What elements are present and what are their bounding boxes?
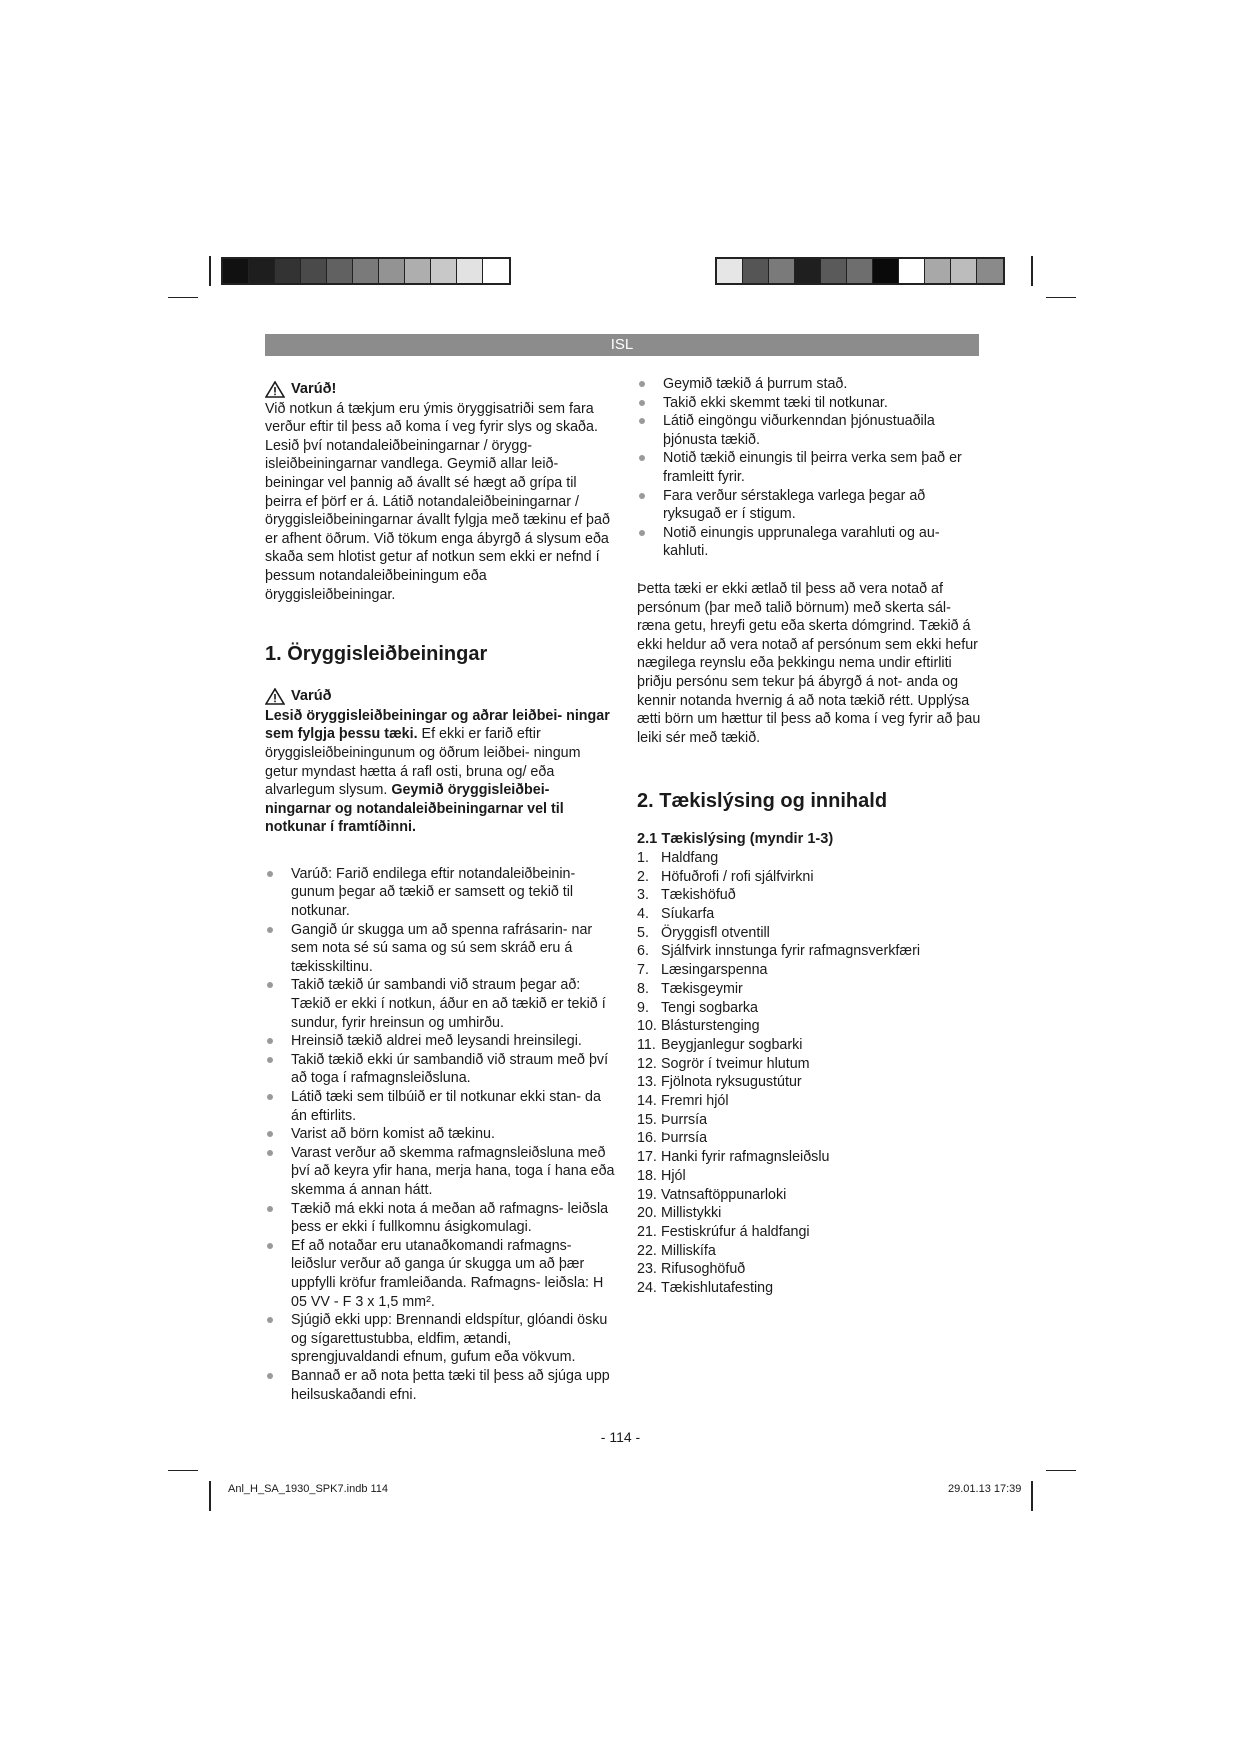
footer-timestamp: 29.01.13 17:39 [948, 1483, 1022, 1495]
section-2-subtitle: 2.1 Tækislýsing (myndir 1-3) [637, 831, 834, 848]
color-swatch [249, 259, 275, 283]
language-label: ISL [610, 336, 634, 353]
part-item [637, 1017, 982, 1036]
part-label: Milliskífa [661, 1242, 716, 1259]
color-calibration-strip-left [221, 257, 511, 285]
color-swatch [457, 259, 483, 283]
section-1-warning-title: Varúð [291, 688, 332, 705]
list-item: Tækið má ekki nota á meðan að rafmagns- leiðsla þess er ekki í fullkomnu ásigkomulagi. [265, 1200, 615, 1237]
part-label: Tækishöfuð [661, 887, 736, 904]
part-number: 12. [637, 1055, 657, 1072]
part-number: 7. [637, 962, 649, 979]
color-swatch [769, 259, 795, 283]
warning-triangle-icon [265, 688, 285, 705]
list-item: Látið tæki sem tilbúið er til notkunar ekki stan- da án eftirlits. [265, 1088, 615, 1125]
list-item: Bannað er að nota þetta tæki til þess að sjúga upp heilsuskaðandi efni. [265, 1367, 615, 1404]
part-item [637, 1167, 982, 1186]
color-swatch [301, 259, 327, 283]
part-item [637, 905, 982, 924]
part-label: Haldfang [661, 849, 719, 866]
part-label: Beygjanlegur sogbarki [661, 1036, 803, 1053]
color-swatch [951, 259, 977, 283]
part-number: 2. [637, 868, 649, 885]
part-label: Þurrsía [661, 1130, 708, 1147]
color-swatch [743, 259, 769, 283]
part-label: Tækishlutafesting [661, 1280, 774, 1297]
part-label: Hanki fyrir rafmagnsleiðslu [661, 1149, 830, 1166]
part-item [637, 980, 982, 999]
list-item: Varist að börn komist að tækinu. [265, 1125, 615, 1144]
part-number: 23. [637, 1261, 657, 1278]
part-item [637, 868, 982, 887]
part-label: Tengi sogbarka [661, 999, 758, 1016]
parts-list [637, 849, 982, 1298]
part-number: 11. [637, 1036, 656, 1053]
list-item: Hreinsið tækið aldrei með leysandi hreinsilegi. [265, 1032, 615, 1051]
part-number: 5. [637, 924, 649, 941]
section-1-warning-paragraph [265, 707, 615, 837]
part-item [637, 1055, 982, 1074]
crop-mark-top-left-vertical [209, 256, 211, 286]
part-label: Fremri hjól [661, 1093, 729, 1110]
color-swatch [379, 259, 405, 283]
part-label: Höfuðrofi / rofi sjálfvirkni [661, 868, 814, 885]
section-1-warning-heading [265, 687, 615, 706]
part-item [637, 1204, 982, 1223]
warning-bold-read: Lesið öryggisleiðbeiningar og aðrar leiðbei- ningar sem fylgja þessu tæki. [265, 707, 610, 743]
warning-triangle-icon [265, 381, 285, 398]
part-number: 13. [637, 1074, 657, 1091]
part-number: 4. [637, 905, 649, 922]
list-item: Gangið úr skugga um að spenna rafrásarin- nar sem nota sé sú sama og sú sem skráð eru á tækisskiltinu. [265, 921, 615, 977]
part-item [637, 849, 982, 868]
list-item: Ef að notaðar eru utanaðkomandi rafmagns- leiðslur verður að ganga úr skugga um að þær uppfylli kröfur framleiðanda. Rafmagns- leiðsla: H 05 VV - F 3 x 1,5 mm². [265, 1237, 615, 1311]
list-item: Látið eingöngu viðurkenndan þjónustuaðila þjónusta tækið. [637, 412, 982, 449]
warning-bold-keep: Geymið öryggisleiðbei- ningarnar og notandaleiðbeiningarnar vel til notkunar í framtíðinni. [265, 782, 564, 836]
part-item [637, 924, 982, 943]
crop-mark-top-right-vertical [1031, 256, 1033, 286]
list-item: Sjúgið ekki upp: Brennandi eldspítur, glóandi ösku og sígarettustubba, eldfim, ætandi, sprengjuvaldandi efnum, gufum eða vökvum. [265, 1311, 615, 1367]
part-item [637, 1111, 982, 1130]
part-number: 6. [637, 943, 649, 960]
part-number: 19. [637, 1186, 657, 1203]
part-label: Millistykki [661, 1205, 722, 1222]
part-number: 17. [637, 1149, 657, 1166]
part-number: 21. [637, 1223, 657, 1240]
part-item [637, 886, 982, 905]
list-item: Varúð: Farið endilega eftir notandaleiðbeinin- gunum þegar að tækið er samsett og tekið til notkunar. [265, 865, 615, 921]
part-number: 10. [637, 1018, 657, 1035]
part-number: 18. [637, 1167, 657, 1184]
part-item [637, 942, 982, 961]
crop-mark-bottom-right-horizontal [1046, 1470, 1076, 1471]
language-header-band [265, 334, 979, 356]
part-item [637, 1260, 982, 1279]
list-item: Takið tækið ekki úr sambandið við straum með því að toga í rafmagnsleiðsluna. [265, 1051, 615, 1088]
safety-bullet-list [265, 865, 615, 1404]
part-label: Blásturstenging [661, 1018, 760, 1035]
list-item: Notið tækið einungis til þeirra verka sem það er framleitt fyrir. [637, 449, 982, 486]
color-swatch [353, 259, 379, 283]
crop-mark-bottom-left-vertical [209, 1481, 211, 1511]
color-swatch [275, 259, 301, 283]
part-number: 24. [637, 1280, 657, 1297]
footer-file: Anl_H_SA_1930_SPK7.indb 114 [228, 1483, 389, 1495]
intro-warning-title: Varúð! [291, 381, 337, 397]
list-item: Takið tækið úr sambandi við straum þegar að: Tækið er ekki í notkun, áður en að tækið er tekið í sundur, fyrir hreinsun og umhirðu. [265, 976, 615, 1032]
part-item [637, 1148, 982, 1167]
part-number: 14. [637, 1093, 657, 1110]
crop-mark-top-left-horizontal [168, 297, 198, 298]
children-notice: Þetta tæki er ekki ætlað til þess að vera notað af persónum (þar með talið börnum) með skerta sál- ræna getu, hreyfi getu eða skerta dómgrind. Tækið á ekki heldur að vera notað af persónum sem ekki hefur nægilega reynslu eða þekkingu nema undir eftirliti þriðju persónu sem tekur þá ábyrgð á not- anda og kennir notanda hvernig á að nota tækið rétt. Upplýsa ætti börn um hættur til þess að koma í veg fyrir að þau leiki sér með tækið. [637, 580, 981, 746]
part-number: 15. [637, 1111, 657, 1128]
color-swatch [977, 259, 1003, 283]
color-swatch [405, 259, 431, 283]
color-calibration-strip-right [715, 257, 1005, 285]
color-swatch [223, 259, 249, 283]
part-label: Sjálfvirk innstunga fyrir rafmagnsverkfæri [661, 943, 921, 960]
part-item [637, 1223, 982, 1242]
color-swatch [717, 259, 743, 283]
part-number: 8. [637, 980, 649, 997]
color-swatch [925, 259, 951, 283]
warning-body: Ef ekki er farið eftir öryggisleiðbeiningunum og öðrum leiðbei- ningum getur myndast hætta á rafl osti, bruna og/ eða alvarlegum slysum. [265, 726, 581, 799]
part-label: Vatnsaftöppunarloki [661, 1186, 787, 1203]
part-number: 16. [637, 1130, 657, 1147]
part-item [637, 961, 982, 980]
part-number: 1. [637, 849, 649, 866]
part-item [637, 999, 982, 1018]
part-number: 3. [637, 887, 649, 904]
section-2-title: 2. Tækislýsing og innihald [637, 790, 888, 813]
list-item: Geymið tækið á þurrum stað. [637, 375, 982, 394]
part-item [637, 1186, 982, 1205]
part-label: Rifusoghöfuð [661, 1261, 746, 1278]
left-column [265, 380, 615, 1404]
part-item [637, 1092, 982, 1111]
color-swatch [847, 259, 873, 283]
color-swatch [795, 259, 821, 283]
section-1-title: 1. Öryggisleiðbeiningar [265, 643, 488, 666]
part-label: Festiskrúfur á haldfangi [661, 1223, 810, 1240]
part-number: 20. [637, 1205, 657, 1222]
part-label: Öryggisfl otventill [661, 924, 770, 941]
intro-warning-text: Við notkun á tækjum eru ýmis öryggisatriði sem fara verður eftir til þess að koma í veg fyrir slys og skaða. Lesið því notandaleiðbeiningarnar / örygg- isleiðbeiningarnar vandlega. Geymið allar leið- beiningar vel þannig að ávallt sé hægt að grípa til þeirra ef þörf er á. Látið notandaleiðbeiningarnar / öryggisleiðbeiningarnar ávallt fylgja með tækinu ef það er afhent öðrum. Við tökum enga ábyrgð á slysum eða skaða sem hlotist getur af notkun sem ekki er nefnd í þessum notandaleiðbeiningum eða öryggisleiðbeiningar. [265, 400, 610, 603]
part-label: Sogrör í tveimur hlutum [661, 1055, 810, 1072]
list-item: Fara verður sérstaklega varlega þegar að ryksugað er í stigum. [637, 487, 982, 524]
color-swatch [483, 259, 509, 283]
part-label: Læsingarspenna [661, 962, 768, 979]
part-item [637, 1279, 982, 1298]
color-swatch [899, 259, 925, 283]
part-number: 9. [637, 999, 649, 1016]
color-swatch [327, 259, 353, 283]
part-item [637, 1242, 982, 1261]
list-item: Notið einungis upprunalega varahluti og au- kahluti. [637, 524, 982, 561]
crop-mark-top-right-horizontal [1046, 297, 1076, 298]
list-item: Varast verður að skemma rafmagnsleiðsluna með því að keyra yfir hana, merja hana, toga í hana eða skemma á annan hátt. [265, 1144, 615, 1200]
part-item [637, 1129, 982, 1148]
part-number: 22. [637, 1242, 657, 1259]
part-label: Síukarfa [661, 905, 715, 922]
crop-mark-bottom-left-horizontal [168, 1470, 198, 1471]
color-swatch [873, 259, 899, 283]
part-label: Þurrsía [661, 1111, 708, 1128]
intro-warning-heading [265, 380, 615, 399]
crop-mark-bottom-right-vertical [1031, 1481, 1033, 1511]
color-swatch [821, 259, 847, 283]
part-label: Tækisgeymir [661, 980, 743, 997]
page-number: - 114 - [600, 1429, 641, 1445]
color-swatch [431, 259, 457, 283]
part-item [637, 1036, 982, 1055]
part-label: Hjól [661, 1167, 686, 1184]
safety-bullet-list-continued [637, 375, 982, 561]
right-column [637, 375, 982, 1298]
part-item [637, 1073, 982, 1092]
list-item: Takið ekki skemmt tæki til notkunar. [637, 394, 982, 413]
part-label: Fjölnota ryksugustútur [661, 1074, 802, 1091]
